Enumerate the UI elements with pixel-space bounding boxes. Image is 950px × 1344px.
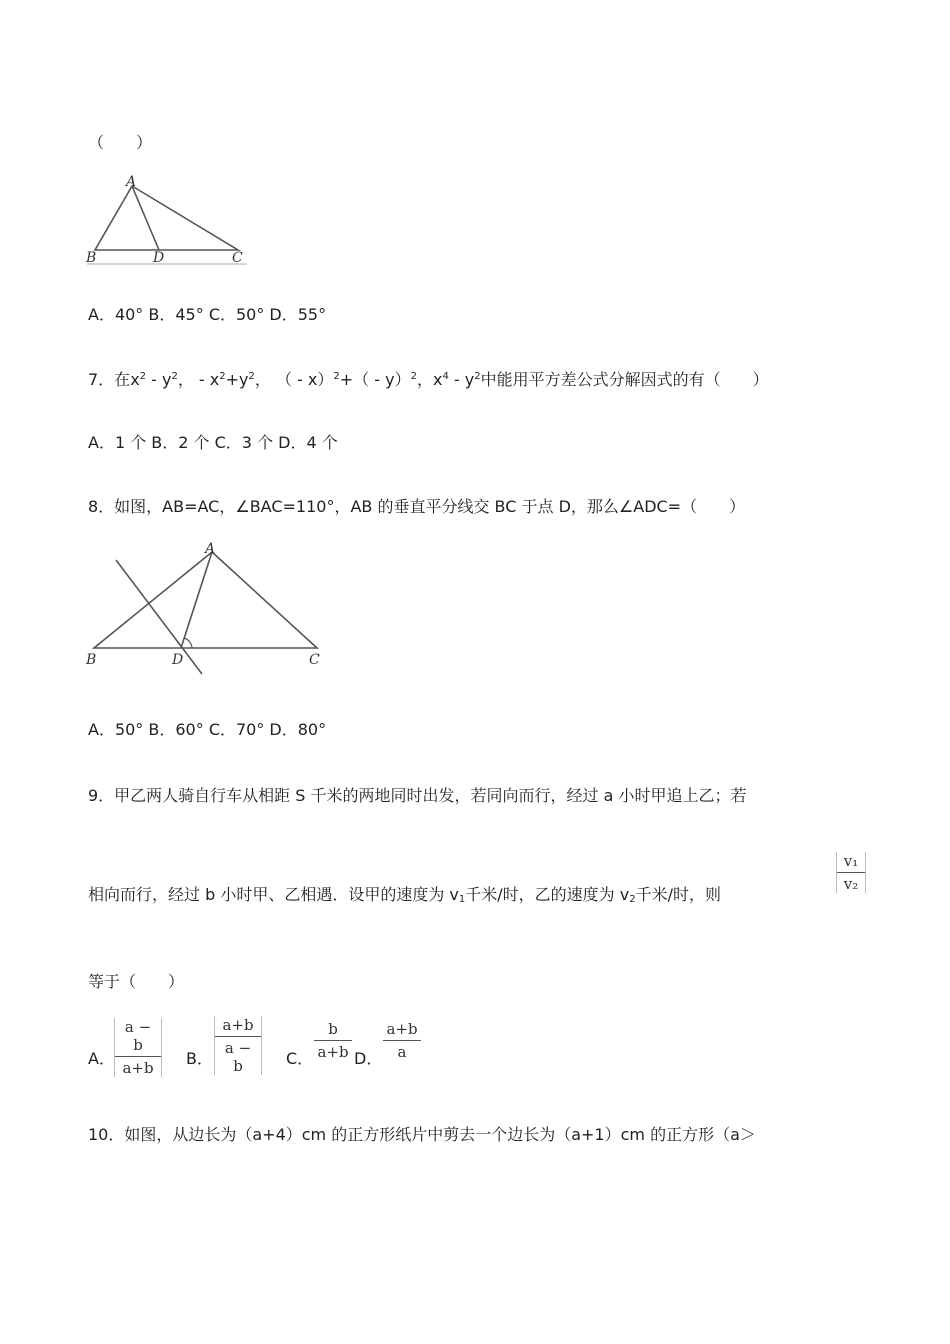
q8-label-b: B bbox=[86, 652, 97, 668]
q8-stem: 8．如图，AB=AC，∠BAC=110°，AB 的垂直平分线交 BC 于点 D，那么∠ADC=（ ） bbox=[88, 497, 746, 516]
q8-triangle-figure bbox=[84, 540, 334, 680]
q9-option-b-fraction: $\frac{a+b}{a - b}$ bbox=[214, 1016, 262, 1075]
q7-stem: 7．在$x^2 - y^2$， - $x^2+y^2$， （ - x）$^2$+（ - y）$^2$，$x^4 - y^2$中能用平方差公式分解因式的有（ ） bbox=[88, 370, 769, 389]
q8-label-d: D bbox=[172, 652, 184, 668]
q9-line-3: 等于（ ） bbox=[88, 972, 185, 991]
q6-options: A．40° B．45° C．50° D．55° bbox=[88, 305, 327, 324]
q9-option-d-fraction: $\frac{a+b}{a}$ bbox=[383, 1020, 421, 1061]
q9-option-d-label: D． bbox=[354, 1049, 383, 1068]
q6-label-c: C bbox=[232, 250, 243, 266]
q8-options: A．50° B．60° C．70° D．80° bbox=[88, 720, 327, 739]
q7-options: A．1 个 B．2 个 C．3 个 D．4 个 bbox=[88, 433, 338, 452]
q10-line-1: 10．如图，从边长为（a+4）cm 的正方形纸片中剪去一个边长为（a+1）cm 的正方形（a＞ bbox=[88, 1125, 756, 1144]
q9-line-2: 相向而行，经过 b 小时甲、乙相遇．设甲的速度为 $v_1$千米/时，乙的速度为 $v_2$千米/时，则 bbox=[88, 885, 721, 905]
q6-label-a: A bbox=[126, 174, 137, 190]
q9-line-1: 9．甲乙两人骑自行车从相距 S 千米的两地同时出发，若同向而行，经过 a 小时甲追上乙；若 bbox=[88, 786, 747, 805]
q9-option-a-label: A． bbox=[88, 1049, 115, 1068]
q6-answer-bracket: （ ） bbox=[88, 133, 153, 152]
q6-label-b: B bbox=[86, 250, 97, 266]
q9-option-c-label: C． bbox=[286, 1049, 314, 1068]
q8-label-a: A bbox=[205, 541, 216, 557]
q9-ratio-fraction: $\frac{\text{v₁}}{\text{v₂}}$ bbox=[836, 852, 866, 893]
q9-option-c-fraction: $\frac{b}{a+b}$ bbox=[314, 1020, 352, 1061]
q9-option-b-label: B． bbox=[186, 1049, 213, 1068]
q6-label-d: D bbox=[153, 250, 165, 266]
q8-label-c: C bbox=[309, 652, 320, 668]
q9-option-a-fraction: $\frac{a - b}{a+b}$ bbox=[114, 1018, 162, 1077]
q6-triangle-figure bbox=[84, 174, 252, 270]
